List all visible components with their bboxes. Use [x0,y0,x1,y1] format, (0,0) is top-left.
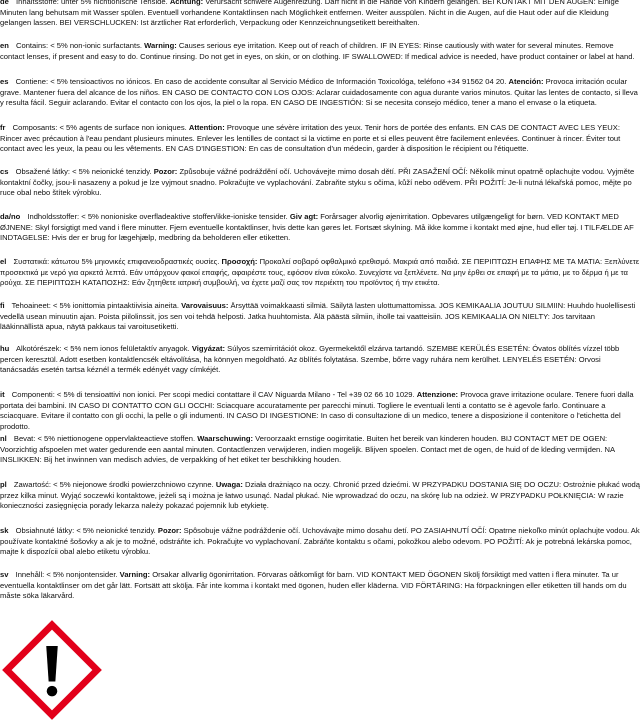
ingredients-text: Zawartość: < 5% niejonowe środki powierzchniowo czynne. [13,480,214,489]
hazard-text: Causes serious eye irritation. Keep out of reach of children. IF IN EYES: Rinse cautiously with water for several minutes. Remove contact lenses, if present and easy to do. Continue rinsing. Do not get in eyes, on skin, or on clothing. IF SWALLOWED: If medical advice is needed, have product container or label at hand. [0,41,635,61]
ingredients-text: Tehoaineet: < 5% ionittomia pintaaktiivisia aineita. [11,301,179,310]
language-code: it [0,390,5,399]
language-code: es [0,77,9,86]
language-code: de [0,0,9,6]
hazard-text: Działa drażniąco na oczy. Chronić przed dziećmi. W PRZYPADKU DOSTANIA SIĘ DO OCZU: Ostrożnie płukać wodą przez kilka minut. Wyjąć soczewki kontaktowe, jeżeli są i można je łatwo usunąć. Nadal płukać. Nie wprowadzać do oczu, na skórę lub na odzież. W PRZYPADKU POŁKNIĘCIA: W razie konieczności zasięgnięcia porady lekarza należy pokazać pojemnik lub etykietę. [0,480,640,511]
section-pl [0,480,640,512]
hazard-text: Forårsager alvorlig øjenirritation. Opbevares utilgængeligt for børn. VED KONTAKT MED ØJNENE: Skyl forsigtigt med vand i flere minutter. Fjern eventuelle kontaktlinser, hvis dette kan gøres let. Fortsæt skylning. Må ikke komme i kontakt med øjne, hud eller tøj. I TILFÆLDE AF INDTAGELSE: Hvis der er brug for lægehjælp, medbring da beholderen eller etiketten. [0,212,634,243]
section-de [0,0,640,29]
ingredients-text: Obsažené látky: < 5% neionické tenzidy. [15,167,152,176]
signal-word: Varning: [119,570,151,579]
language-code: en [0,41,9,50]
signal-word: Achtung: [169,0,204,6]
ingredients-text: Innehåll: < 5% nonjontensider. [15,570,118,579]
hazard-text: Způsobuje vážné podráždění očí. Uchovávejte mimo dosah dětí. PŘI ZASAŽENÍ OČÍ: Několik minut opatrně oplachujte vodou. Vyjměte kontaktní čočky, jsou-li nasazeny a pokud je lze vyjmout snadno. Pokračujte ve vyplachování. Zabraňte styku s očima, kůží nebo oděvem. PŘI POŽITÍ: Je-li nutná lékařská pomoc, mějte po ruce obal nebo štítek výrobku. [0,167,635,198]
section-cs [0,167,640,199]
hazard-text: Provoca grave irritazione oculare. Tenere fuori dalla portata dei bambini. IN CASO DI CONTATTO CON GLI OCCHI: Sciacquare accuratamente per parecchi minuti. Togliere le eventuali lenti a contatto se è agevole farlo. Continuare a sciacquare. Evitare il contatto con gli occhi, la pelle o gli indumenti. IN CASO DI INGESTIONE: In caso di consultazione di un medico, tenere a disposizione il contenitore o l'etichetta del prodotto. [0,390,634,431]
language-code: el [0,257,7,266]
hazard-text: Verursacht schwere Augenreizung. Darf nicht in die Hände von Kindern gelangen. BEI KONTAKT MIT DEN AUGEN: Einige Minuten lang behutsam mit Wasser spülen. Eventuell vorhandene Kontaktlinsen nach Möglichkeit entfernen. Weiter ausspülen. Nicht in die Augen, auf die Haut oder auf die Kleidung gelangen lassen. BEI VERSCHLUCKEN: Ist ärztlicher Rat erforderlich, Verpackung oder Kennzeichnungsetikett bereithalten. [0,0,619,28]
section-nl [0,434,640,466]
section-fi [0,301,640,333]
section-fr [0,123,640,155]
signal-word: Uwaga: [215,480,243,489]
signal-word: Atención: [508,77,544,86]
ingredients-text: Contiene: < 5% tensioactivos no iónicos. En caso de accidente consultar al Servicio Médico de Información Toxicológa, teléfono +34 91562 04 20. [15,77,507,86]
hazard-text: Προκαλεί σοβαρό οφθαλμικό ερεθισμό. Μακριά από παιδιά. ΣΕ ΠΕΡΙΠΤΩΣΗ ΕΠΑΦΗΣ ΜΕ ΤΑ ΜΑΤΙΑ: Ξεπλύνετε προσεκτικά με νερό για αρκετά λεπτά. Εάν υπάρχουν φακοί επαφής, αφαιρέστε τους, εφόσον είναι εύκολο. Συνεχίστε να ξεπλένετε. Να μην έρθει σε επαφή με τα μάτια, με το δέρμα ή με τα ρούχα. ΣΕ ΠΕΡΙΠΤΩΣΗ ΚΑΤΑΠΟΣΗΣ: Εάν ζητηθετε ιατρική συμβουλή, να έχετε μαζί σας τον περιέκτη του προϊόντος ή την ετικέτα. [0,257,640,288]
hazard-text: Veroorzaakt ernstige oogirritatie. Buiten het bereik van kinderen houden. BIJ CONTACT MET DE OGEN: Voorzichtig afspoelen met water gedurende een aantal minuten. Contactlenzen verwijderen, indien mogelijk. Blijven spoelen. Contact met de ogen, de huid of de kleding vermijden. NA INSLIKKEN: Bij het inwinnen van medisch advies, de verpakking of het etiket ter beschikking houden. [0,434,615,465]
hazard-text: Orsakar allvarlig ögonirritation. Förvaras oåtkomligt för barn. VID KONTAKT MED ÖGONEN Skölj försiktigt med vatten i flera minuter. Ta ur eventuella kontaktlinser om det går lätt. Fortsätt att skölja. Får inte komma i kontakt med ögonen, huden eller kläderna. VID FÖRTÄRING: Ha förpackningen eller etiketten till hands om du måste söka läkarvård. [0,570,627,601]
signal-word: Waarschuwing: [197,434,254,443]
language-code: fr [0,123,6,132]
signal-word: Pozor: [157,526,182,535]
language-code: da/no [0,212,21,221]
section-hu [0,344,640,376]
hazard-text: Provoca irritación ocular grave. Mantener fuera del alcance de los niños. EN CASO DE CONTACTO CON LOS OJOS: Aclarar cuidadosamente con agua durante varios minutos. Quitar las lentes de contacto, si lleva y resulta fácil. Seguir aclarando. Evitar el contacto con los ojos, la piel o la ropa. EN CASO DE INGESTIÓN: Si se necesita consejo médico, tener a mano el envase o la etiqueta. [0,77,638,108]
section-sk [0,526,640,558]
signal-word: Attenzione: [416,390,459,399]
signal-word: Pozor: [153,167,178,176]
language-code: sk [0,526,9,535]
exclamation-mark-dot [47,686,58,697]
section-es [0,77,640,109]
language-code: cs [0,167,9,176]
ingredients-text: Inhaltsstoffe: unter 5% nichtionische Tenside. [16,0,168,6]
language-code: pl [0,480,7,489]
section-el [0,257,640,289]
hazard-text: Súlyos szemirritációt okoz. Gyermekektől elzárva tartandó. SZEMBE KERÜLÉS ESETÉN: Óvatos öblítés vízzel több percen keresztül. Adott esetben kontaktlencsék eltávolítása, ha könnyen megoldható. Az öblítés folytatása. Szembe, bőrre vagy ruhára nem kerülhet. LENYELÉS ESETÉN: Orvosi tanácsadás esetén tartsa kéznél a termék edényét vagy címkéjét. [0,344,620,375]
ingredients-text: Obsiahnuté látky: < 5% neionické tenzidy. [15,526,156,535]
ingredients-text: Bevat: < 5% niettionogene oppervlakteactieve stoffen. [13,434,196,443]
language-code: sv [0,570,9,579]
ingredients-text: Alkotórészek: < 5% nem ionos felületaktív anyagok. [15,344,190,353]
hazard-text: Ärsyttää voimakkaasti silmiä. Säilytä lasten ulottumattomissa. JOS KEMIKAALIA JOUTUU SILMIIN: Huuhdo huolellisesti vedellä usean minuutin ajan. Poista piilolinssit, jos sen voi tehdä helposti. Jatka huuhtomista. Älä päästä silmiin, iholle tai vaatteisiin. JOS KEMIKAALIA ON NIELTY: Jos tarvitaan lääkinnällistä apua, näytä pakkaus tai varoitusetiketti. [0,301,636,332]
signal-word: Attention: [188,123,225,132]
ingredients-text: Indholdsstoffer: < 5% nonioniske overfladeaktive stoffen/ikke-ioniske tensider. [27,212,288,221]
ghs07-exclamation-mark-icon [4,622,100,718]
language-code: hu [0,344,10,353]
ingredients-text: Συστατικά: κάτωτου 5% μηιονικές επιφανειοδραστικές ουσίες. [13,257,220,266]
section-it [0,390,640,432]
language-code: fi [0,301,5,310]
signal-word: Warning: [144,41,177,50]
section-sv [0,570,640,602]
section-da-no [0,212,640,244]
signal-word: Varovaisuus: [181,301,229,310]
signal-word: Giv agt: [289,212,319,221]
section-en [0,41,640,62]
hazard-text: Spôsobuje vážne podráždenie očí. Uchovávajte mimo dosahu detí. PO ZASIAHNUTÍ OČÍ: Opatrne niekoľko minút oplachujte vodou. Ak používate kontaktné šošovky a ak je to možné, odstráňte ich. Pokračujte vo vyplachovaní. Zabráňte kontaktu s očami, pokožkou alebo odevom. PO POŽITÍ: Ak je potrebná lekárska pomoc, majte k dispozícii obal alebo etiketu výrobku. [0,526,640,557]
language-code: nl [0,434,7,443]
ingredients-text: Componenti: < 5% di tensioattivi non ionici. Per scopi medici contattare il CAV Niguarda Milano - Tel +39 02 66 10 1029. [11,390,415,399]
ingredients-text: Composants: < 5% agents de surface non ioniques. [12,123,187,132]
signal-word: Vigyázat: [191,344,226,353]
hazard-text: Provoque une sévère irritation des yeux. Tenir hors de portée des enfants. EN CAS DE CONTACT AVEC LES YEUX: Rincer avec précaution à l'eau pendant plusieurs minutes. Enlever les lentilles de contact si la victime en porte et si elles peuvent être facilement enlevées. Continuer à rincer. Éviter tout contact avec les yeux, la peau ou les vêtements. EN CAS D'INGESTION: En cas de consultation d'un médecin, garder à disposition le récipient ou l'étiquette. [0,123,621,154]
signal-word: Προσοχή: [221,257,258,266]
ingredients-text: Contains: < 5% non-ionic surfactants. [16,41,142,50]
